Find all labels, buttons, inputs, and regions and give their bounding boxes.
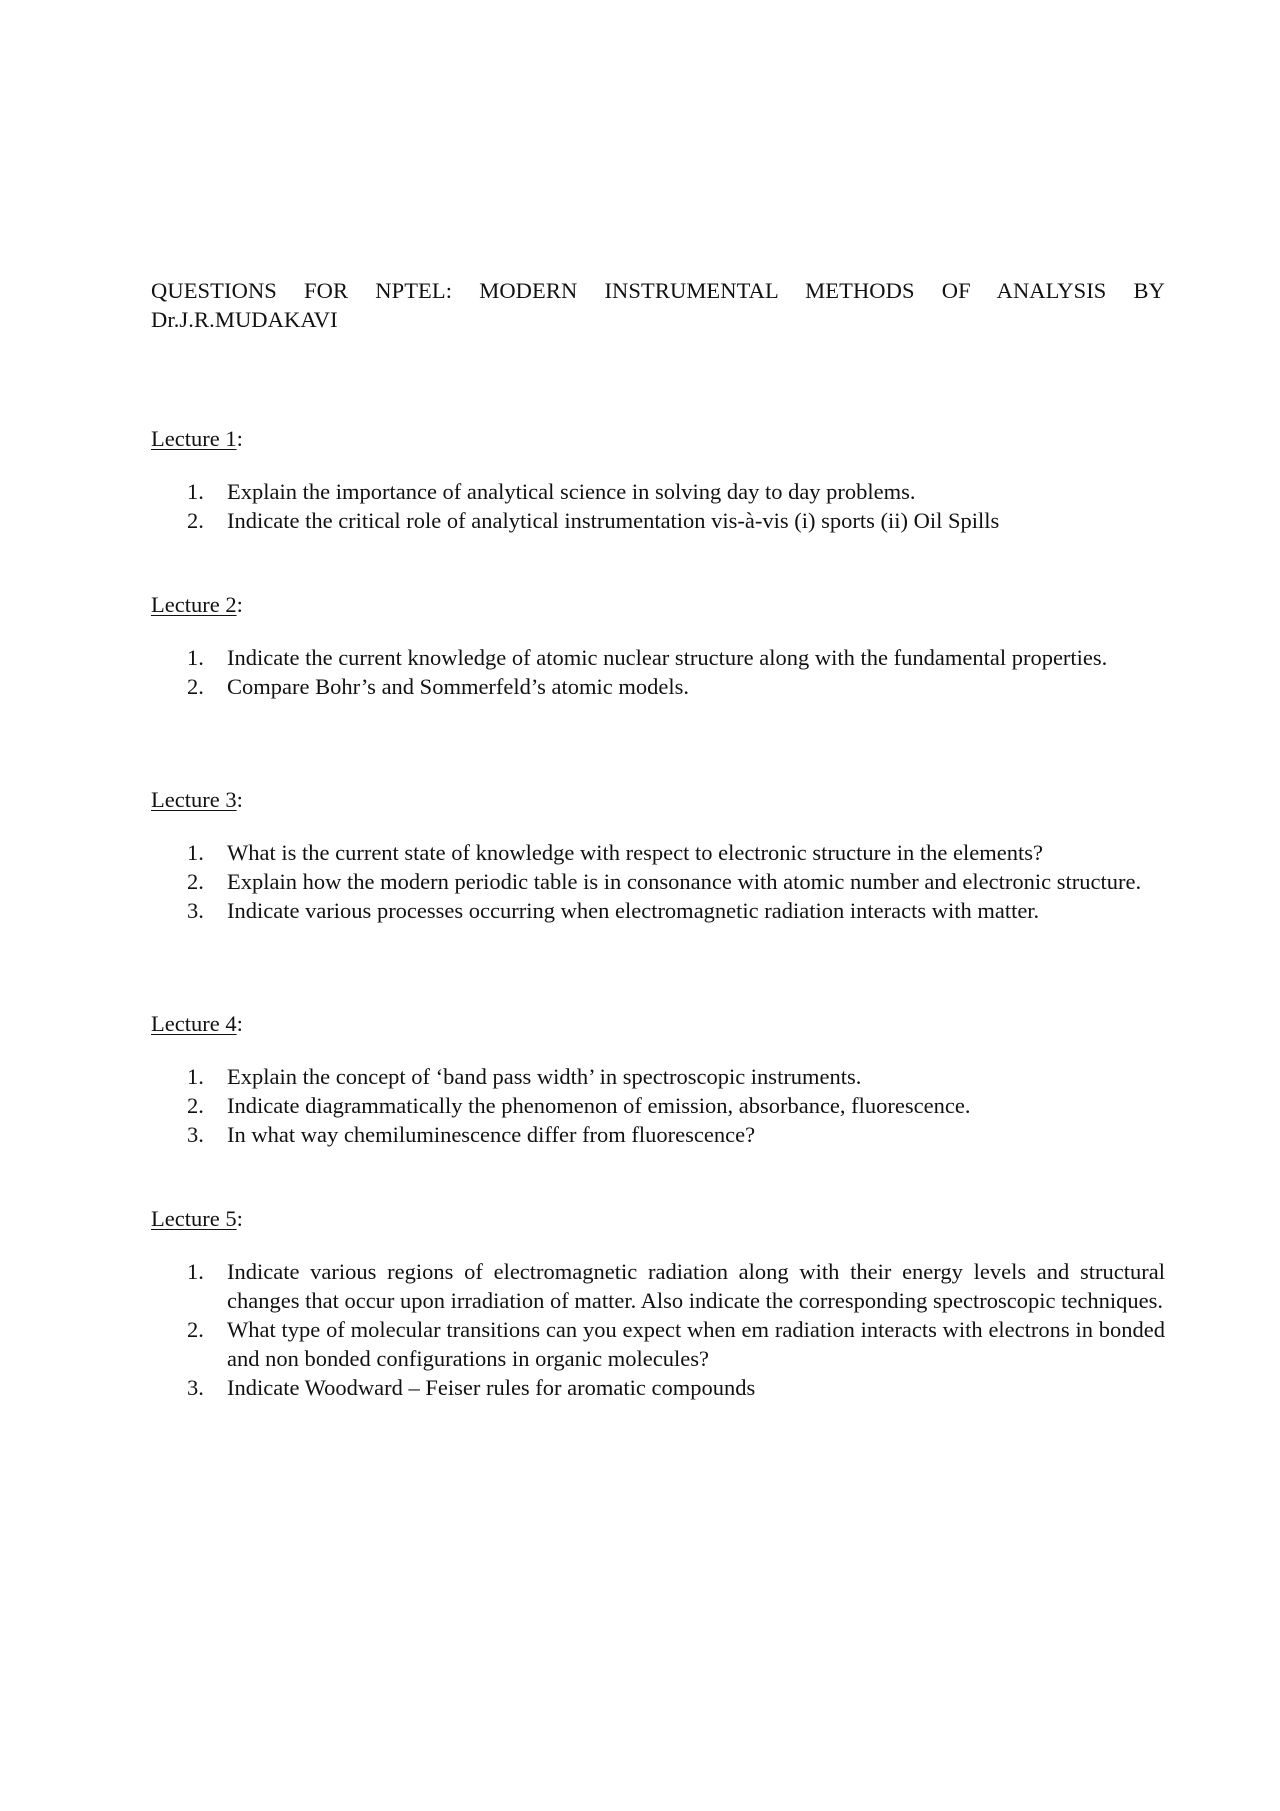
question-number: 2. — [187, 508, 204, 533]
question-number: 3. — [187, 898, 204, 923]
question-item — [151, 477, 1165, 506]
lecture-heading — [151, 1009, 1165, 1038]
question-number: 1. — [187, 1064, 204, 1089]
question-number: 1. — [187, 840, 204, 865]
lecture-section-3 — [151, 785, 1165, 925]
question-text: Explain the importance of analytical science in solving day to day problems. — [227, 479, 916, 504]
question-item — [151, 1257, 1165, 1315]
lecture-heading-label: Lecture 2 — [151, 592, 237, 617]
lecture-section-5 — [151, 1204, 1165, 1402]
question-item — [151, 1062, 1165, 1091]
document-title-line1: QUESTIONS FOR NPTEL: MODERN INSTRUMENTAL METHODS OF ANALYSIS BY — [151, 278, 1165, 303]
question-item — [151, 1315, 1165, 1373]
question-text: In what way chemiluminescence differ from fluorescence? — [227, 1122, 756, 1147]
lecture-heading-label: Lecture 5 — [151, 1206, 237, 1231]
question-number: 3. — [187, 1122, 204, 1147]
document-page — [151, 276, 1165, 334]
question-number: 2. — [187, 674, 204, 699]
lecture-heading — [151, 785, 1165, 814]
question-item — [151, 643, 1165, 672]
question-text: Indicate the current knowledge of atomic nuclear structure along with the fundamental properties. — [227, 645, 1108, 670]
question-item — [151, 867, 1165, 896]
question-number: 1. — [187, 479, 204, 504]
question-text: What type of molecular transitions can you expect when em radiation interacts with electrons in bonded and non bonded configurations in organic molecules? — [227, 1317, 1165, 1371]
document-title-author: Dr.J.R.MUDAKAVI — [151, 307, 338, 332]
lecture-heading — [151, 424, 1165, 453]
lecture-section-2 — [151, 590, 1165, 701]
lecture-heading-label: Lecture 3 — [151, 787, 237, 812]
lecture-heading-colon: : — [236, 592, 243, 617]
question-item — [151, 896, 1165, 925]
question-number: 2. — [187, 1093, 204, 1118]
lecture-section-1 — [151, 424, 1165, 535]
lecture-heading-label: Lecture 4 — [151, 1011, 237, 1036]
question-text: Indicate various regions of electromagnetic radiation along with their energy levels and structural changes that occur upon irradiation of matter. Also indicate the corresponding spectroscopic techniques. — [227, 1259, 1165, 1313]
question-text: Indicate various processes occurring when electromagnetic radiation interacts with matter. — [227, 898, 1040, 923]
lecture-heading — [151, 1204, 1165, 1233]
document-title — [151, 276, 1165, 334]
lecture-section-4 — [151, 1009, 1165, 1149]
question-text: Indicate the critical role of analytical instrumentation vis-à-vis (i) sports (ii) Oil Spills — [227, 508, 1000, 533]
question-number: 1. — [187, 1259, 204, 1284]
question-text: What is the current state of knowledge with respect to electronic structure in the elements? — [227, 840, 1043, 865]
question-item — [151, 838, 1165, 867]
question-text: Indicate Woodward – Feiser rules for aromatic compounds — [227, 1375, 756, 1400]
question-list — [151, 1257, 1165, 1402]
question-item — [151, 506, 1165, 535]
lecture-heading — [151, 590, 1165, 619]
question-item — [151, 1373, 1165, 1402]
question-list — [151, 1062, 1165, 1149]
question-text: Explain the concept of ‘band pass width’ in spectroscopic instruments. — [227, 1064, 862, 1089]
lecture-heading-colon: : — [236, 1206, 243, 1231]
question-list — [151, 643, 1165, 701]
lecture-heading-colon: : — [236, 426, 243, 451]
question-number: 2. — [187, 869, 204, 894]
question-text: Indicate diagrammatically the phenomenon of emission, absorbance, fluorescence. — [227, 1093, 971, 1118]
question-number: 3. — [187, 1375, 204, 1400]
question-text: Explain how the modern periodic table is in consonance with atomic number and electronic structure. — [227, 869, 1142, 894]
question-item — [151, 1120, 1165, 1149]
question-item — [151, 672, 1165, 701]
lecture-heading-colon: : — [236, 1011, 243, 1036]
question-list — [151, 477, 1165, 535]
question-number: 1. — [187, 645, 204, 670]
question-item — [151, 1091, 1165, 1120]
lecture-heading-label: Lecture 1 — [151, 426, 237, 451]
question-text: Compare Bohr’s and Sommerfeld’s atomic models. — [227, 674, 690, 699]
lecture-heading-colon: : — [236, 787, 243, 812]
question-list — [151, 838, 1165, 925]
question-number: 2. — [187, 1317, 204, 1342]
